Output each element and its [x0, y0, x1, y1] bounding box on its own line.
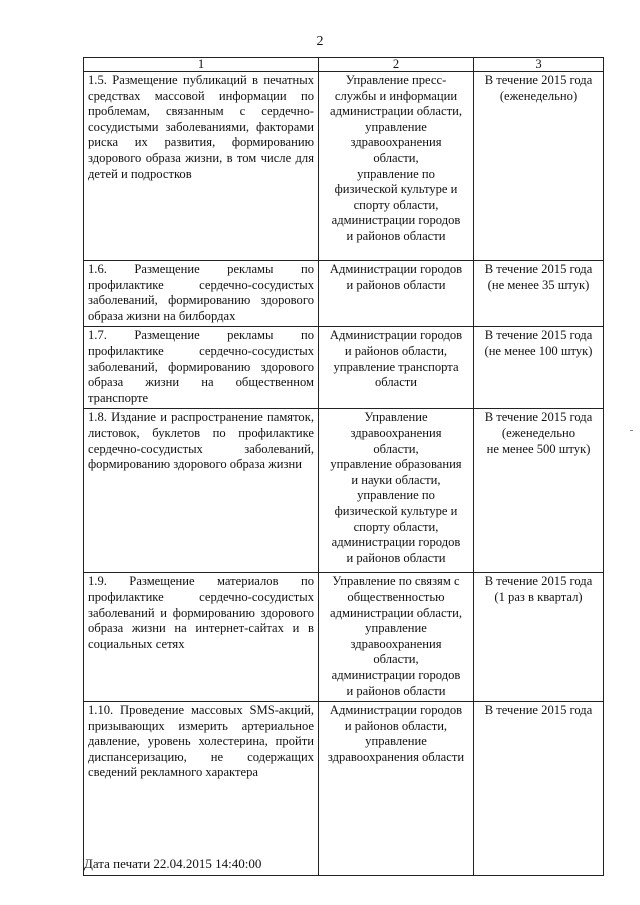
executor-line: здравоохранения области	[327, 749, 465, 764]
executor-line: общественностью	[347, 589, 445, 604]
executor-line: Управление	[364, 410, 428, 425]
term-line: (еженедельно)	[499, 88, 578, 103]
executor-line: здравоохранения	[350, 425, 442, 440]
term-cell	[474, 327, 604, 409]
executor-line: администрации городов	[331, 535, 461, 550]
term-cell	[474, 409, 604, 573]
term-cell	[474, 72, 604, 261]
term-line: В течение 2015 года	[484, 262, 593, 276]
executor-line: Управление пресс-	[345, 73, 447, 87]
executor-line: и районов области	[346, 550, 446, 565]
executor-line: спорту области,	[353, 519, 439, 534]
table-row	[84, 409, 604, 573]
activities-table	[83, 57, 604, 876]
executor-line: Управление по связям с	[332, 574, 460, 589]
margin-mark	[630, 430, 633, 431]
task-cell: 1.8. Издание и распространение памяток, листовок, буклетов по профилактике сердечно-сосудистых заболеваний, формированию здорового образа жизни	[84, 409, 319, 573]
table-row	[84, 573, 604, 702]
executors-cell	[319, 72, 474, 261]
term-line: (не менее 100 штук)	[484, 343, 593, 358]
executor-line: администрации городов	[331, 213, 461, 228]
table-row	[84, 72, 604, 261]
task-cell: 1.9. Размещение материалов по профилактике сердечно-сосудистых заболеваний и формированию здорового образа жизни на интернет-сайтах и в социальных сетях	[84, 573, 319, 702]
table-row	[84, 327, 604, 409]
term-line: В течение 2015 года	[484, 703, 593, 718]
term-line: В течение 2015 года	[484, 410, 593, 425]
term-line: В течение 2015 года	[484, 73, 593, 87]
task-cell: 1.5. Размещение публикаций в печатных средствах массовой информации по проблемам, связанным с сердечно-сосудистыми заболеваниями, факторами риска их развития, формированию здорового образа жизни, в том числе для детей и подростков	[84, 72, 319, 261]
executor-line: области,	[373, 652, 419, 667]
executor-line: области	[374, 375, 418, 390]
table-row	[84, 261, 604, 327]
column-header-3: 3	[474, 58, 604, 72]
term-line: В течение 2015 года	[484, 574, 593, 589]
column-header-1: 1	[84, 58, 319, 72]
term-line: В течение 2015 года	[484, 328, 593, 343]
term-cell	[474, 573, 604, 702]
table-row	[84, 702, 604, 876]
term-cell	[474, 702, 604, 876]
term-line: (не менее 35 штук)	[487, 277, 590, 292]
executor-line: управление	[365, 621, 427, 636]
executor-line: управление по	[357, 166, 435, 181]
term-line: не менее 500 штук)	[486, 441, 591, 456]
executor-line: службы и информации	[334, 88, 458, 103]
executor-line: управление	[365, 734, 427, 749]
executor-line: администрации области,	[330, 104, 462, 119]
executor-line: и науки области,	[351, 472, 441, 487]
executor-line: и районов области,	[344, 718, 448, 733]
executor-line: физической культуре и	[334, 182, 458, 197]
print-date: Дата печати 22.04.2015 14:40:00	[84, 856, 262, 871]
executors-cell	[319, 409, 474, 573]
page-number: 2	[316, 34, 324, 49]
executor-line: области,	[373, 150, 419, 165]
executor-line: и районов области,	[344, 343, 448, 358]
executor-line: физической культуре и	[334, 503, 458, 518]
executor-line: здравоохранения	[350, 135, 442, 150]
executor-line: управление образования	[330, 457, 462, 472]
executor-line: и районов области	[346, 277, 446, 292]
executor-line: и районов области	[346, 683, 446, 698]
executor-line: и районов области	[346, 228, 446, 243]
executor-line: Администрации городов	[329, 262, 463, 276]
executor-line: управление по	[357, 488, 435, 503]
task-cell: 1.6. Размещение рекламы по профилактике сердечно-сосудистых заболеваний, формированию здорового образа жизни на билбордах	[84, 261, 319, 327]
task-cell: 1.7. Размещение рекламы по профилактике сердечно-сосудистых заболеваний, формированию здорового образа жизни на общественном транспорте	[84, 327, 319, 409]
executor-line: здравоохранения	[350, 636, 442, 651]
executors-cell	[319, 573, 474, 702]
column-header-2: 2	[319, 58, 474, 72]
executor-line: администрации городов	[331, 667, 461, 682]
executors-cell	[319, 327, 474, 409]
executors-cell	[319, 261, 474, 327]
executor-line: Администрации городов	[329, 703, 463, 718]
executors-cell	[319, 702, 474, 876]
task-cell: 1.10. Проведение массовых SMS-акций, призывающих измерить артериальное давление, уровень холестерина, пройти диспансеризацию, не содержащих сведений рекламного характера	[84, 702, 319, 876]
term-line: (еженедельно	[501, 425, 576, 440]
term-cell	[474, 261, 604, 327]
executor-line: управление транспорта	[333, 359, 459, 374]
executor-line: области,	[373, 441, 419, 456]
executor-line: спорту области,	[353, 197, 439, 212]
executor-line: администрации области,	[330, 605, 462, 620]
table-header-row	[84, 58, 604, 72]
term-line: (1 раз в квартал)	[494, 589, 583, 604]
executor-line: Администрации городов	[329, 328, 463, 343]
executor-line: управление	[365, 119, 427, 134]
